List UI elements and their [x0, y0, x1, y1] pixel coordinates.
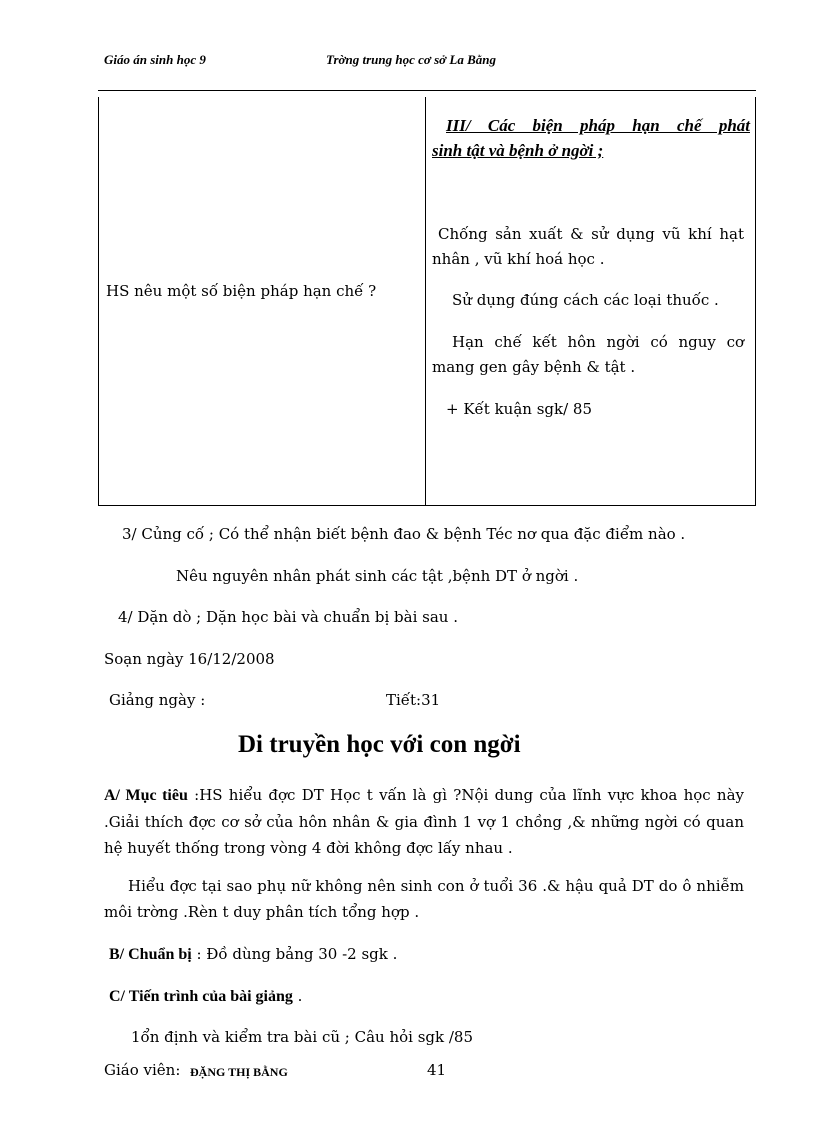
goal-text: :HS hiểu đợc DT Học t vấn là gì ?Nội dung của lĩnh vực khoa học này .Giải thích đợc cơ sở của hôn nhân & gia đình 1 vợ 1 chồng ,& những ngời có quan hệ huyết thống trong vòng 4 đời không đợc lấy nhau . — [104, 786, 745, 857]
process-suffix: . — [292, 987, 303, 1005]
goal-paragraph-2: Hiểu đợc tại sao phụ nữ không nên sinh con ở tuổi 36 .& hậu quả DT do ô nhiễm môi trờng .Rèn t duy phân tích tổng hợp . — [104, 877, 744, 921]
header-right: Trờng trung học cơ sở La Bằng — [326, 52, 496, 67]
measure-item-2: Sử dụng đúng cách các loại thuốc . — [452, 291, 719, 309]
measure-item-3-line2: mang gen gây bệnh & tật . — [432, 358, 636, 376]
prep-date: Soạn ngày 16/12/2008 — [104, 650, 275, 668]
section-title-line2: sinh tật và bệnh ở ngời ; — [432, 141, 604, 160]
prep-label: B/ Chuẩn bị — [109, 946, 192, 963]
homework-line: 4/ Dặn dò ; Dặn học bài và chuẩn bị bài sau . — [118, 608, 458, 626]
goal-label: A/ Mục tiêu — [104, 787, 188, 804]
table-column-divider — [425, 97, 426, 506]
measure-item-1-line2: nhân , vũ khí hoá học . — [432, 250, 605, 268]
goal-paragraph — [104, 782, 744, 861]
table-left-cell: HS nêu một số biện pháp hạn chế ? — [106, 282, 377, 300]
measure-item-3-line1: Hạn chế kết hôn ngời có nguy cơ — [452, 333, 744, 351]
process-line — [109, 986, 302, 1007]
lesson-title: Di truyền học với con ngời — [238, 731, 521, 758]
lesson-number: Tiết:31 — [386, 691, 441, 709]
page-number: 41 — [427, 1061, 447, 1079]
header-rule — [98, 90, 756, 91]
section-title-line1: III/ Các biện pháp hạn chế phát — [446, 116, 750, 135]
prep-text: : Đồ dùng bảng 30 -2 sgk . — [191, 945, 398, 963]
header-left: Giáo án sinh học 9 — [104, 52, 206, 67]
stabilize-line: 1ổn định và kiểm tra bài cũ ; Câu hỏi sgk /85 — [131, 1028, 474, 1046]
measure-conclusion: + Kết kuận sgk/ 85 — [446, 400, 592, 418]
prep-line — [109, 944, 397, 965]
footer-label: Giáo viên: — [104, 1061, 181, 1079]
teacher-name: ĐẶNG THỊ BẰNG — [190, 1065, 288, 1079]
consolidate-line: 3/ Củng cố ; Có thể nhận biết bệnh đao & bệnh Téc nơ qua đặc điểm nào . — [122, 525, 686, 543]
teach-date: Giảng ngày : — [109, 691, 206, 709]
cause-line: Nêu nguyên nhân phát sinh các tật ,bệnh DT ở ngời . — [176, 567, 579, 585]
measure-item-1-line1: Chống sản xuất & sử dụng vũ khí hạt — [438, 225, 744, 243]
process-label: C/ Tiến trình của bài giảng — [109, 988, 293, 1005]
